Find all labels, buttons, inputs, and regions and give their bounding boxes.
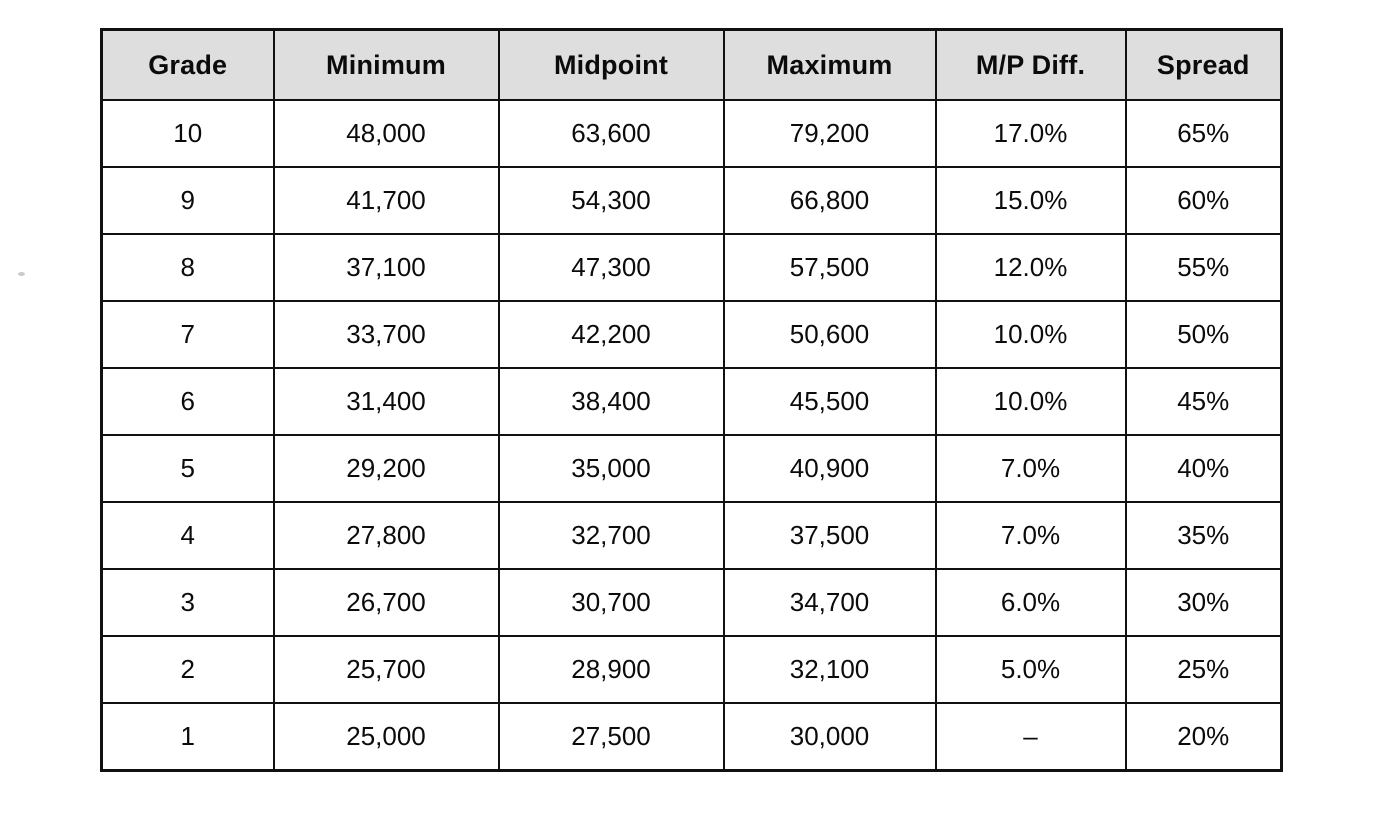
cell-grade: 7 xyxy=(102,301,274,368)
cell-grade: 3 xyxy=(102,569,274,636)
table-row xyxy=(102,435,1282,502)
cell-maximum: 45,500 xyxy=(724,368,936,435)
cell-grade: 4 xyxy=(102,502,274,569)
cell-grade: 5 xyxy=(102,435,274,502)
table-header-row xyxy=(102,30,1282,101)
cell-maximum: 40,900 xyxy=(724,435,936,502)
table-header xyxy=(102,30,1282,101)
cell-grade: 2 xyxy=(102,636,274,703)
cell-mp-diff: 5.0% xyxy=(936,636,1126,703)
cell-minimum: 48,000 xyxy=(274,100,499,167)
cell-minimum: 25,000 xyxy=(274,703,499,771)
cell-grade: 1 xyxy=(102,703,274,771)
column-header-spread: Spread xyxy=(1126,30,1282,101)
table-row xyxy=(102,167,1282,234)
table-row xyxy=(102,301,1282,368)
table-body xyxy=(102,100,1282,771)
cell-midpoint: 35,000 xyxy=(499,435,724,502)
cell-minimum: 33,700 xyxy=(274,301,499,368)
cell-midpoint: 32,700 xyxy=(499,502,724,569)
cell-spread: 25% xyxy=(1126,636,1282,703)
cell-spread: 55% xyxy=(1126,234,1282,301)
cell-maximum: 66,800 xyxy=(724,167,936,234)
cell-midpoint: 28,900 xyxy=(499,636,724,703)
cell-maximum: 32,100 xyxy=(724,636,936,703)
cell-mp-diff: 10.0% xyxy=(936,301,1126,368)
cell-midpoint: 54,300 xyxy=(499,167,724,234)
cell-midpoint: 27,500 xyxy=(499,703,724,771)
salary-structure-table-container xyxy=(100,28,1280,772)
cell-midpoint: 47,300 xyxy=(499,234,724,301)
cell-spread: 20% xyxy=(1126,703,1282,771)
cell-midpoint: 63,600 xyxy=(499,100,724,167)
cell-minimum: 27,800 xyxy=(274,502,499,569)
cell-minimum: 26,700 xyxy=(274,569,499,636)
cell-spread: 30% xyxy=(1126,569,1282,636)
cell-maximum: 79,200 xyxy=(724,100,936,167)
cell-mp-diff: 7.0% xyxy=(936,435,1126,502)
cell-mp-diff: 15.0% xyxy=(936,167,1126,234)
cell-minimum: 25,700 xyxy=(274,636,499,703)
column-header-midpoint: Midpoint xyxy=(499,30,724,101)
cell-spread: 60% xyxy=(1126,167,1282,234)
table-row xyxy=(102,234,1282,301)
cell-maximum: 34,700 xyxy=(724,569,936,636)
salary-structure-table xyxy=(100,28,1283,772)
cell-spread: 35% xyxy=(1126,502,1282,569)
cell-mp-diff: – xyxy=(936,703,1126,771)
scan-speck xyxy=(18,272,25,276)
cell-minimum: 37,100 xyxy=(274,234,499,301)
table-row xyxy=(102,502,1282,569)
cell-spread: 40% xyxy=(1126,435,1282,502)
cell-mp-diff: 17.0% xyxy=(936,100,1126,167)
cell-mp-diff: 7.0% xyxy=(936,502,1126,569)
column-header-grade: Grade xyxy=(102,30,274,101)
cell-minimum: 41,700 xyxy=(274,167,499,234)
cell-spread: 50% xyxy=(1126,301,1282,368)
cell-mp-diff: 6.0% xyxy=(936,569,1126,636)
table-row xyxy=(102,636,1282,703)
cell-maximum: 30,000 xyxy=(724,703,936,771)
cell-mp-diff: 10.0% xyxy=(936,368,1126,435)
cell-maximum: 57,500 xyxy=(724,234,936,301)
table-row xyxy=(102,368,1282,435)
cell-minimum: 31,400 xyxy=(274,368,499,435)
table-row xyxy=(102,100,1282,167)
table-row xyxy=(102,703,1282,771)
column-header-maximum: Maximum xyxy=(724,30,936,101)
cell-maximum: 37,500 xyxy=(724,502,936,569)
cell-spread: 45% xyxy=(1126,368,1282,435)
cell-midpoint: 30,700 xyxy=(499,569,724,636)
cell-midpoint: 42,200 xyxy=(499,301,724,368)
cell-mp-diff: 12.0% xyxy=(936,234,1126,301)
cell-grade: 6 xyxy=(102,368,274,435)
cell-spread: 65% xyxy=(1126,100,1282,167)
cell-midpoint: 38,400 xyxy=(499,368,724,435)
column-header-mp-diff: M/P Diff. xyxy=(936,30,1126,101)
cell-minimum: 29,200 xyxy=(274,435,499,502)
cell-grade: 10 xyxy=(102,100,274,167)
cell-grade: 8 xyxy=(102,234,274,301)
table-row xyxy=(102,569,1282,636)
cell-maximum: 50,600 xyxy=(724,301,936,368)
cell-grade: 9 xyxy=(102,167,274,234)
column-header-minimum: Minimum xyxy=(274,30,499,101)
